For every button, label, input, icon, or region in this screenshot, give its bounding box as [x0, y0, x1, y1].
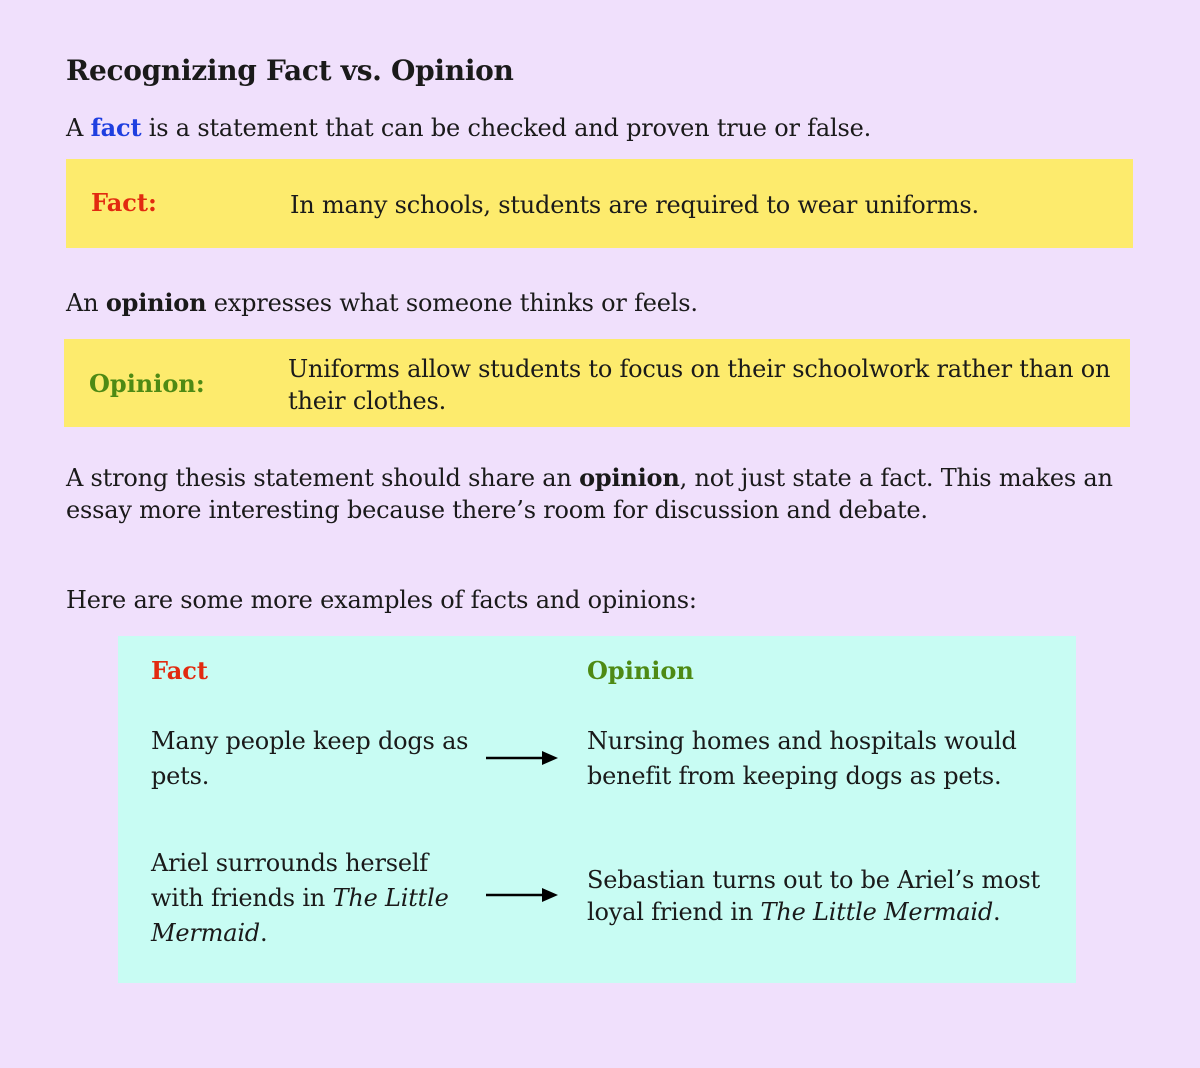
fact-keyword: fact [90, 113, 142, 142]
arrow-right-icon [486, 887, 558, 903]
fact-definition-post: is a statement that can be checked and proven true or false. [141, 114, 871, 142]
example-row-1-opinion: Nursing homes and hospitals would benefit from keeping dogs as pets. [587, 727, 1017, 790]
arrow-right-icon [486, 750, 558, 766]
opinion-definition-post: expresses what someone thinks or feels. [206, 289, 698, 317]
example-row-2-fact-title: The Little Mermaid [151, 884, 449, 947]
opinion-example-label: Opinion: [89, 369, 205, 398]
opinion-definition [66, 287, 698, 319]
thesis-post: , not just state a fact. This makes an essay more interesting because there’s room for discussion and debate. [66, 464, 1113, 524]
opinion-definition-pre: An [66, 289, 106, 317]
fact-example-text: In many schools, students are required to wear uniforms. [290, 191, 979, 219]
example-row-2-opinion [587, 864, 1047, 928]
examples-intro: Here are some more examples of facts and opinions: [66, 586, 697, 614]
page-title: Recognizing Fact vs. Opinion [66, 54, 514, 87]
thesis-paragraph [66, 462, 1126, 526]
example-row-2-fact-pre: Ariel surrounds herself with friends in [151, 849, 428, 912]
fact-example-label: Fact: [91, 188, 157, 217]
thesis-pre: A strong thesis statement should share an [66, 464, 580, 492]
fact-column-header: Fact [151, 656, 208, 685]
fact-definition-pre: A [66, 114, 91, 142]
examples-table [118, 636, 1076, 983]
opinion-column-header: Opinion [587, 656, 694, 685]
example-row-2-opinion-title: The Little Mermaid [760, 898, 994, 926]
example-row-2-opinion-post: . [993, 898, 1001, 926]
example-row-2-fact-post: . [259, 919, 268, 947]
example-row-2-opinion-pre: Sebastian turns out to be Ariel’s most loyal friend in [587, 866, 1040, 926]
example-row-1-fact: Many people keep dogs as pets. [151, 727, 469, 790]
opinion-example-text: Uniforms allow students to focus on their schoolwork rather than on their clothes. [288, 355, 1111, 415]
opinion-keyword: opinion [105, 288, 207, 317]
thesis-keyword: opinion [579, 463, 680, 492]
opinion-example-box [64, 339, 1130, 427]
fact-example-box [66, 159, 1133, 248]
example-row-2-fact [151, 846, 471, 951]
fact-definition [66, 112, 871, 144]
